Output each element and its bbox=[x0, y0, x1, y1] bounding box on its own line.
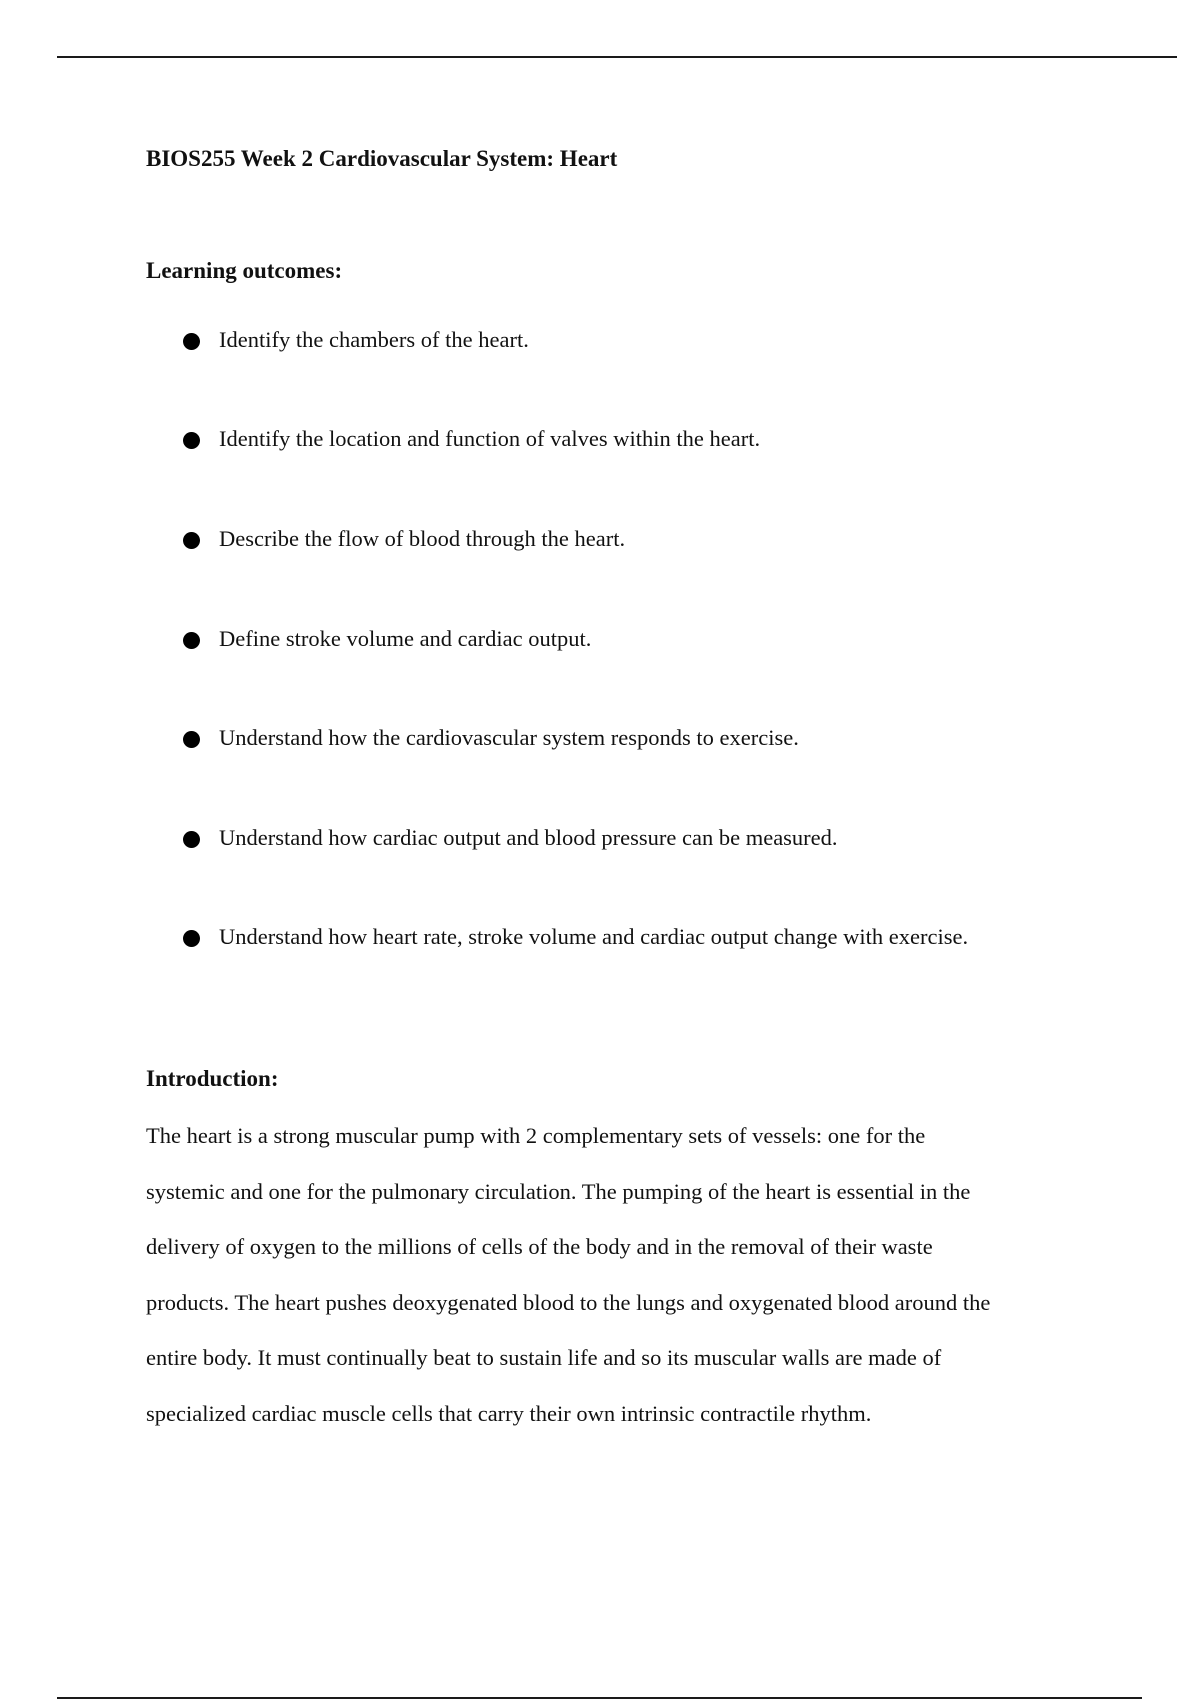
paragraph-line: products. The heart pushes deoxygenated blood to the lungs and oxygenated blood around the bbox=[146, 1290, 991, 1315]
list-item-text: Understand how heart rate, stroke volume and cardiac output change with exercise. bbox=[219, 924, 969, 949]
bullet-icon bbox=[183, 333, 200, 350]
paragraph-line: specialized cardiac muscle cells that carry their own intrinsic contractile rhythm. bbox=[146, 1401, 872, 1426]
list-item-text: Define stroke volume and cardiac output. bbox=[219, 626, 592, 651]
list-item-text: Identify the location and function of valves within the heart. bbox=[219, 426, 761, 451]
paragraph-line: entire body. It must continually beat to sustain life and so its muscular walls are made of bbox=[146, 1345, 942, 1370]
bottom-divider bbox=[57, 1697, 1142, 1699]
bullet-icon bbox=[183, 532, 200, 549]
list-item-text: Understand how cardiac output and blood pressure can be measured. bbox=[219, 825, 838, 850]
bullet-icon bbox=[183, 731, 200, 748]
list-item-text: Describe the flow of blood through the heart. bbox=[219, 526, 626, 551]
paragraph-line: delivery of oxygen to the millions of cells of the body and in the removal of their waste bbox=[146, 1234, 933, 1259]
bullet-icon bbox=[183, 930, 200, 947]
learning-outcomes-heading: Learning outcomes: bbox=[146, 258, 343, 283]
top-divider bbox=[57, 56, 1177, 58]
paragraph-line: The heart is a strong muscular pump with 2 complementary sets of vessels: one for the bbox=[146, 1123, 926, 1148]
list-item-text: Identify the chambers of the heart. bbox=[219, 327, 529, 352]
bullet-icon bbox=[183, 632, 200, 649]
paragraph-line: systemic and one for the pulmonary circulation. The pumping of the heart is essential in the bbox=[146, 1179, 971, 1204]
bullet-icon bbox=[183, 432, 200, 449]
list-item-text: Understand how the cardiovascular system responds to exercise. bbox=[219, 725, 799, 750]
introduction-heading: Introduction: bbox=[146, 1066, 279, 1091]
bullet-icon bbox=[183, 831, 200, 848]
document-title: BIOS255 Week 2 Cardiovascular System: Heart bbox=[146, 146, 618, 171]
